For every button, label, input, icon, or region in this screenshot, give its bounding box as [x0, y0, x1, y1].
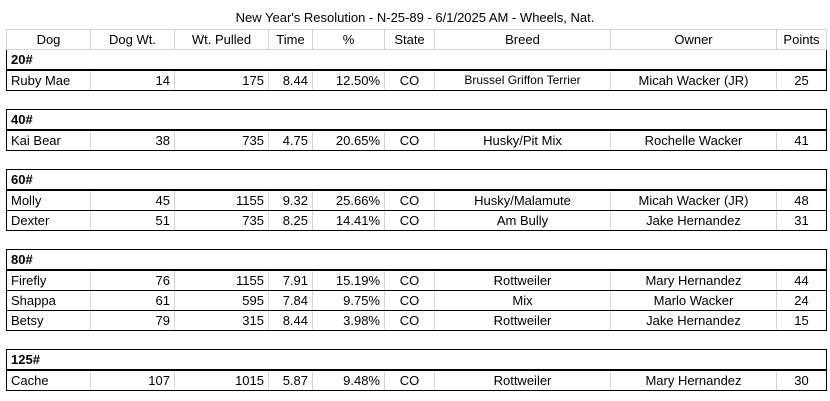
- state-cell: CO: [385, 291, 435, 311]
- dog-name-cell: Betsy: [7, 311, 91, 331]
- owner-cell: Mary Hernandez: [611, 270, 777, 291]
- owner-cell: Marlo Wacker: [611, 291, 777, 311]
- points-cell: 48: [777, 190, 827, 211]
- percent-cell: 3.98%: [313, 311, 385, 331]
- weight-pulled-cell: 1155: [175, 270, 269, 291]
- state-cell: CO: [385, 270, 435, 291]
- time-cell: 7.91: [269, 270, 313, 291]
- column-header-breed: Breed: [435, 30, 611, 50]
- dog-weight-cell: 61: [91, 291, 175, 311]
- owner-cell: Jake Hernandez: [611, 311, 777, 331]
- state-cell: CO: [385, 70, 435, 91]
- time-cell: 8.25: [269, 211, 313, 231]
- results-table: [6, 29, 827, 391]
- dog-weight-cell: 38: [91, 130, 175, 151]
- owner-cell: Mary Hernandez: [611, 370, 777, 391]
- table-row: [7, 130, 827, 151]
- dog-weight-cell: 14: [91, 70, 175, 91]
- column-header-weight-pulled: Wt. Pulled: [175, 30, 269, 50]
- breed-cell: Rottweiler: [435, 311, 611, 331]
- owner-cell: Micah Wacker (JR): [611, 70, 777, 91]
- table-row: [7, 270, 827, 291]
- breed-cell: Husky/Pit Mix: [435, 130, 611, 151]
- weight-class-row: [7, 250, 827, 271]
- weight-pulled-cell: 315: [175, 311, 269, 331]
- points-cell: 15: [777, 311, 827, 331]
- table-row: [7, 70, 827, 91]
- percent-cell: 20.65%: [313, 130, 385, 151]
- weight-class-label: 20#: [7, 50, 827, 71]
- column-header-dog-weight: Dog Wt.: [91, 30, 175, 50]
- breed-cell: Husky/Malamute: [435, 190, 611, 211]
- state-cell: CO: [385, 370, 435, 391]
- weight-pulled-cell: 1015: [175, 370, 269, 391]
- page-title: New Year's Resolution - N-25-89 - 6/1/2025 AM - Wheels, Nat.: [235, 10, 595, 25]
- weight-class-label: 40#: [7, 110, 827, 131]
- breed-cell: Am Bully: [435, 211, 611, 231]
- weight-class-label: 60#: [7, 170, 827, 191]
- percent-cell: 9.48%: [313, 370, 385, 391]
- breed-cell: Mix: [435, 291, 611, 311]
- owner-cell: Rochelle Wacker: [611, 130, 777, 151]
- dog-name-cell: Dexter: [7, 211, 91, 231]
- dog-weight-cell: 79: [91, 311, 175, 331]
- owner-cell: Jake Hernandez: [611, 211, 777, 231]
- table-row: [7, 211, 827, 231]
- weight-class-row: [7, 50, 827, 71]
- dog-name-cell: Cache: [7, 370, 91, 391]
- time-cell: 8.44: [269, 311, 313, 331]
- points-cell: 24: [777, 291, 827, 311]
- weight-pulled-cell: 595: [175, 291, 269, 311]
- points-cell: 44: [777, 270, 827, 291]
- time-cell: 4.75: [269, 130, 313, 151]
- percent-cell: 25.66%: [313, 190, 385, 211]
- dog-weight-cell: 51: [91, 211, 175, 231]
- table-row: [7, 291, 827, 311]
- dog-name-cell: Molly: [7, 190, 91, 211]
- weight-class-row: [7, 110, 827, 131]
- points-cell: 31: [777, 211, 827, 231]
- weight-pulled-cell: 735: [175, 130, 269, 151]
- owner-cell: Micah Wacker (JR): [611, 190, 777, 211]
- points-cell: 30: [777, 370, 827, 391]
- spacer-row: [7, 231, 827, 250]
- weight-pulled-cell: 1155: [175, 190, 269, 211]
- table-row: [7, 370, 827, 391]
- dog-weight-cell: 45: [91, 190, 175, 211]
- column-header-owner: Owner: [611, 30, 777, 50]
- weight-class-label: 80#: [7, 250, 827, 271]
- state-cell: CO: [385, 130, 435, 151]
- dog-name-cell: Kai Bear: [7, 130, 91, 151]
- percent-cell: 15.19%: [313, 270, 385, 291]
- column-header-percent: %: [313, 30, 385, 50]
- time-cell: 7.84: [269, 291, 313, 311]
- time-cell: 8.44: [269, 70, 313, 91]
- time-cell: 5.87: [269, 370, 313, 391]
- header-row: [7, 30, 827, 50]
- dog-name-cell: Firefly: [7, 270, 91, 291]
- weight-pulled-cell: 175: [175, 70, 269, 91]
- points-cell: 41: [777, 130, 827, 151]
- column-header-dog: Dog: [7, 30, 91, 50]
- state-cell: CO: [385, 311, 435, 331]
- spacer-row: [7, 331, 827, 350]
- weight-class-label: 125#: [7, 350, 827, 371]
- weight-class-row: [7, 170, 827, 191]
- state-cell: CO: [385, 211, 435, 231]
- weight-class-row: [7, 350, 827, 371]
- column-header-time: Time: [269, 30, 313, 50]
- breed-cell: Brussel Griffon Terrier: [435, 70, 611, 91]
- state-cell: CO: [385, 190, 435, 211]
- dog-name-cell: Shappa: [7, 291, 91, 311]
- dog-weight-cell: 76: [91, 270, 175, 291]
- percent-cell: 14.41%: [313, 211, 385, 231]
- breed-cell: Rottweiler: [435, 370, 611, 391]
- spacer-row: [7, 151, 827, 170]
- time-cell: 9.32: [269, 190, 313, 211]
- table-row: [7, 311, 827, 331]
- column-header-state: State: [385, 30, 435, 50]
- points-cell: 25: [777, 70, 827, 91]
- table-row: [7, 190, 827, 211]
- breed-cell: Rottweiler: [435, 270, 611, 291]
- dog-name-cell: Ruby Mae: [7, 70, 91, 91]
- column-header-points: Points: [777, 30, 827, 50]
- dog-weight-cell: 107: [91, 370, 175, 391]
- percent-cell: 12.50%: [313, 70, 385, 91]
- percent-cell: 9.75%: [313, 291, 385, 311]
- spacer-row: [7, 91, 827, 110]
- weight-pulled-cell: 735: [175, 211, 269, 231]
